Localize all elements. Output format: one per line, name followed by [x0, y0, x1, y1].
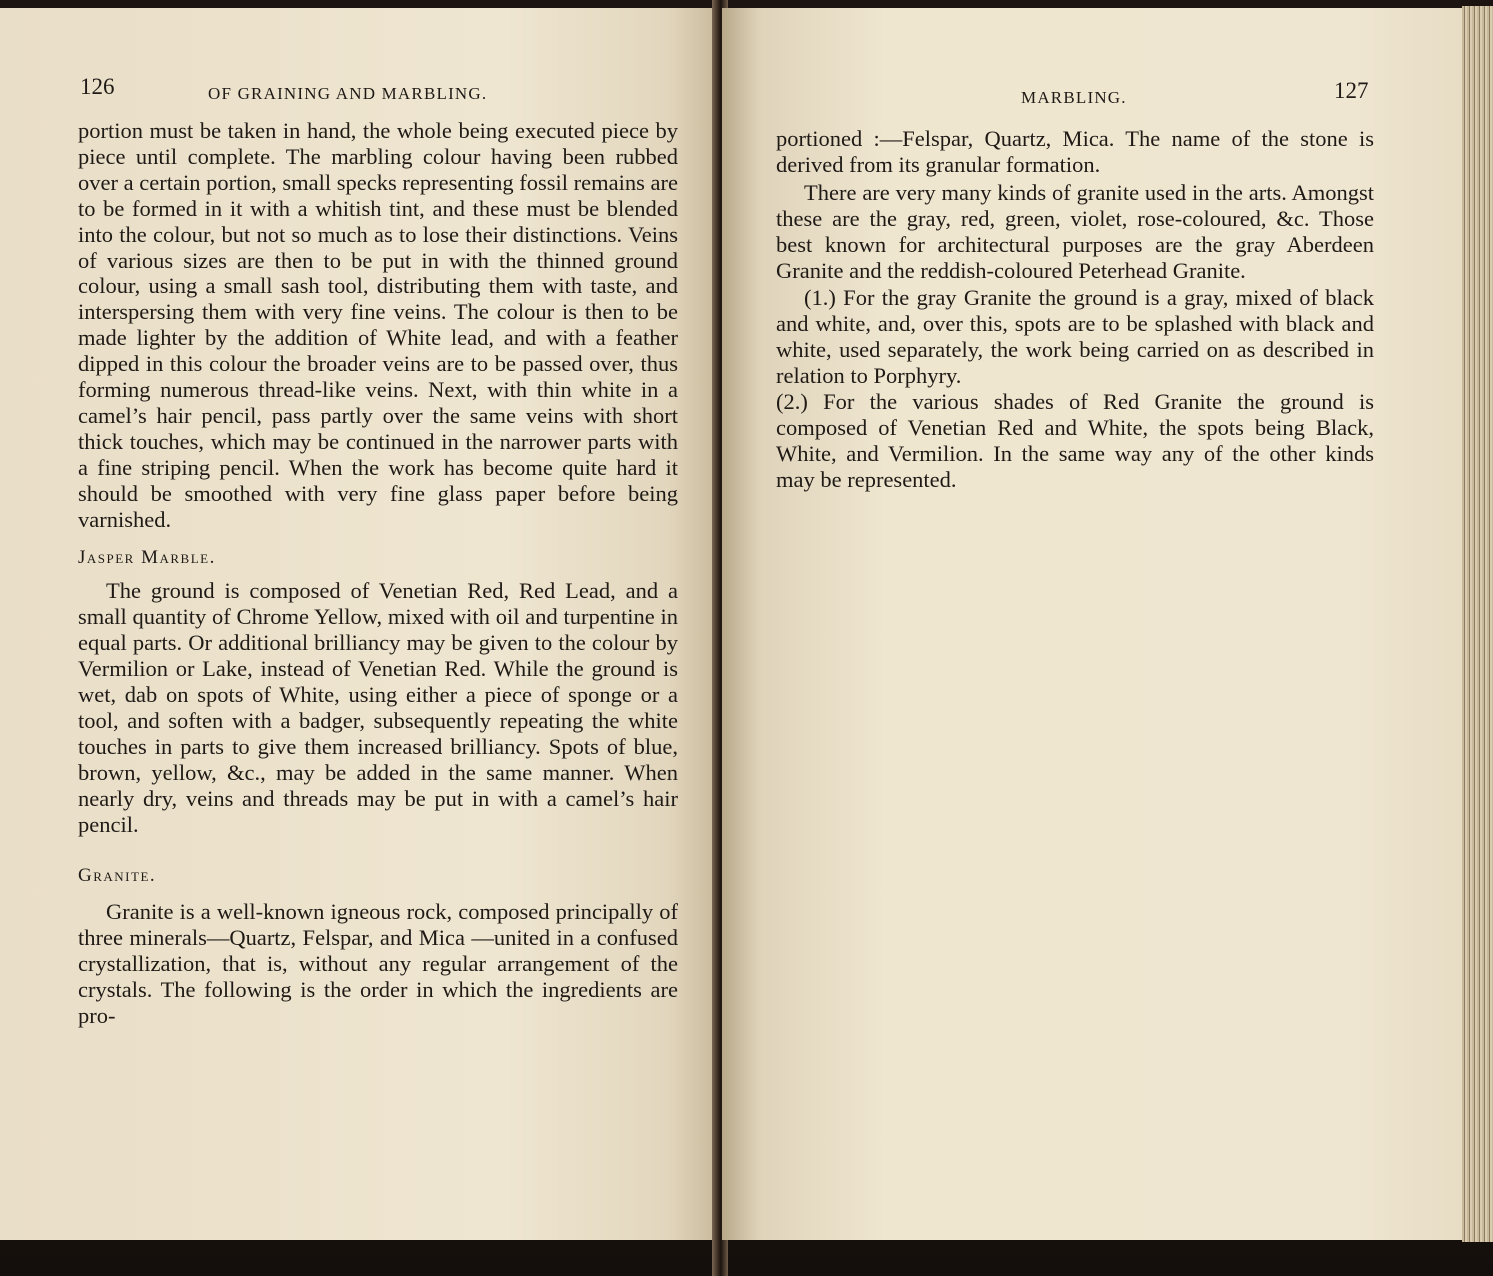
- granite-continued-paragraph: portioned :—Felspar, Quartz, Mica. The name of the stone is derived from its granular formation.: [776, 126, 1374, 177]
- right-page-text: [776, 126, 1374, 493]
- gray-granite-paragraph: (1.) For the gray Granite the ground is a gray, mixed of black and white, and, over this, spots are to be splashed with black and white, used separately, the work being carried on as described in relation to Porphyry.: [776, 285, 1374, 389]
- granite-heading: Granite.: [78, 865, 157, 887]
- right-running-head: MARBLING.: [1021, 88, 1127, 107]
- red-granite-paragraph: (2.) For the various shades of Red Granite the ground is composed of Venetian Red and White, the spots being Black, White, and Vermilion. In the same way any of the other kinds may be represented.: [776, 389, 1374, 492]
- left-page-text: [78, 118, 678, 1029]
- left-page-number: 126: [80, 74, 115, 99]
- right-page-number: 127: [1334, 78, 1369, 103]
- right-page: [722, 8, 1465, 1240]
- left-running-head: OF GRAINING AND MARBLING.: [208, 84, 488, 103]
- granite-intro-paragraph: Granite is a well-known igneous rock, composed principally of three minerals—Quartz, Felspar, and Mica —united in a confused crystallization, that is, without any regular arrangement of the crystals. The following is the order in which the ingredients are pro-: [78, 899, 678, 1028]
- left-page: [0, 8, 718, 1240]
- granite-kinds-paragraph: There are very many kinds of granite used in the arts. Amongst these are the gray, red, green, violet, rose-coloured, &c. Those best known for architectural purposes are the gray Aberdeen Granite and the reddish-coloured Peterhead Granite.: [776, 179, 1374, 283]
- jasper-marble-paragraph: The ground is composed of Venetian Red, Red Lead, and a small quantity of Chrome Yellow, mixed with oil and turpentine in equal parts. Or additional brilliancy may be given to the colour by Vermilion or Lake, instead of Venetian Red. While the ground is wet, dab on spots of White, using either a piece of sponge or a tool, and soften with a badger, subsequently repeating the white touches in parts to give them increased brilliancy. Spots of blue, brown, yellow, &c., may be added in the same manner. When nearly dry, veins and threads may be put in with a camel’s hair pencil.: [78, 578, 678, 837]
- jasper-marble-heading: Jasper Marble.: [78, 546, 216, 568]
- marble-continued-paragraph: portion must be taken in hand, the whole being executed piece by piece until complete. The marbling colour having been rubbed over a certain portion, small specks representing fossil remains are to be formed in it with a whitish tint, and these must be blended into the colour, but not so much as to lose their distinctions. Veins of various sizes are then to be put in with the thinned ground colour, using a small sash tool, distributing them with taste, and interspersing them with very fine veins. The colour is then to be made lighter by the addition of White lead, and with a feather dipped in this colour the broader veins are to be passed over, thus forming numerous thread-like veins. Next, with thin white in a camel’s hair pencil, pass partly over the same veins with short thick touches, which may be continued in the narrower parts with a fine striping pencil. When the work has become quite hard it should be smoothed with very fine glass paper before being varnished.: [78, 118, 678, 532]
- page-edges: [1462, 6, 1493, 1242]
